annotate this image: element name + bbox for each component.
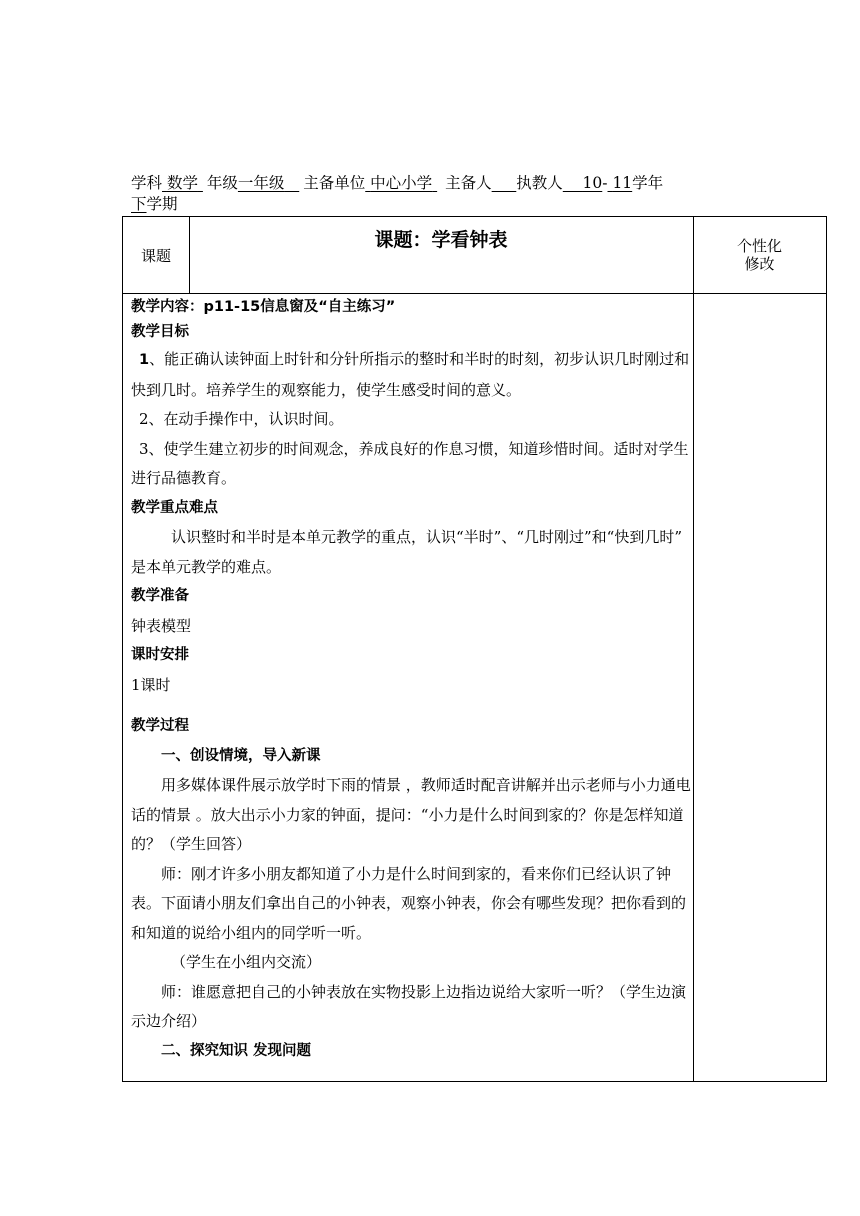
goal-1: 1、能正确认读钟面上时针和分针所指示的整时和半时的时刻，初步认识几时刚过和快到几时。培养学生的观察能力，使学生感受时间的意义。 [131,350,690,399]
lesson-table [122,216,827,1082]
prep-text: 钟表模型 [131,616,192,635]
goal-2: 2、在动手操作中，认识时间。 [139,410,344,428]
paragraph-3: （学生在小组内交流） [171,953,322,971]
year-to: 11 [612,174,633,192]
topic-title: 课题：学看钟表 [374,229,508,251]
goal-3: 3、使学生建立初步的时间观念，养成良好的作息习惯，知道珍惜时间。适时对学生进行品德教育。 [131,439,689,487]
grade-value: 一年级 [237,174,285,192]
schedule-text: 1课时 [131,675,171,694]
spacer [131,700,691,712]
process-heading: 教学过程 [131,718,189,734]
preparer-label: 主备人 [445,174,492,192]
teacher-label: 执教人 [516,174,563,192]
year-suffix: 学年 [632,174,664,192]
preparer-value [492,174,517,192]
lesson-header [131,173,751,215]
schedule-heading: 课时安排 [131,647,189,663]
prep-heading: 教学准备 [131,588,189,604]
subject-value: 数学 [166,174,198,192]
personalized-revision-label: 个性化 修改 [736,237,782,273]
key-heading: 教学重点难点 [131,499,218,516]
goals-heading: 教学目标 [131,324,189,340]
divider [123,293,826,294]
term-value: 下 [131,195,147,213]
paragraph-1: 用多媒体课件展示放学时下雨的情景 ，教师适时配音讲解并出示老师与小力通电话的情景 。放大出示小力家的钟面，提问：“小力是什么时间到家的？你是怎样知道的？（学生回答） [131,776,691,853]
unit-value: 中心小学 [370,174,433,192]
paragraph-4: 师：谁愿意把自己的小钟表放在实物投影上边指边说给大家听一听？（学生边演示边介绍） [131,982,687,1030]
unit-label: 主备单位 [303,174,366,192]
topic-label: 课题 [140,246,171,265]
grade-label: 年级 [206,174,238,192]
subject-label: 学科 [131,174,163,192]
key-text: 认识整时和半时是本单元教学的重点，认识“半时”、“几时刚过”和“快到几时” 是本单元教学的难点。 [131,528,683,576]
paragraph-2: 师：刚才许多小朋友都知道了小力是什么时间到家的，看来你们已经认识了钟表。下面请小朋友们拿出自己的小钟表，观察小钟表，你会有哪些发现？把你看到的和知道的说给小组内的同学听一听。 [131,864,687,942]
section-1-heading: 一、创设情境，导入新课 [161,747,321,764]
divider [693,217,694,1081]
year-dash: - [602,174,608,192]
term-suffix: 学期 [146,195,178,213]
year-from: 10 [582,174,603,192]
teaching-content: 教学内容：p11-15信息窗及“自主练习” [131,299,396,315]
section-2-heading: 二、探究知识 发现问题 [161,1042,312,1059]
lesson-content [131,295,691,1066]
